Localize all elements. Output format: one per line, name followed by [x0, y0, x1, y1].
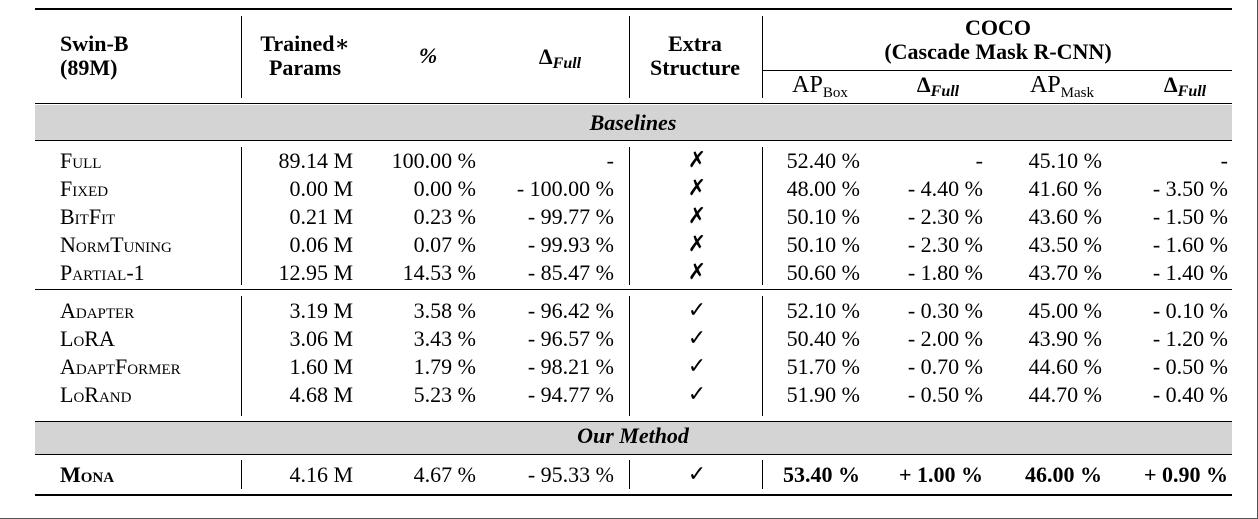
- header-coco-line2: (Cascade Mask R-CNN): [884, 39, 1112, 64]
- group-rule: [35, 289, 1232, 290]
- cell-ap-mask: 45.00 %: [1028, 298, 1102, 323]
- cell-extra: ✓: [687, 382, 707, 407]
- cell-ap-box: 51.70 %: [786, 354, 860, 379]
- cell-delta: - 100.00 %: [516, 176, 614, 201]
- cell-ap-mask: 41.60 %: [1028, 176, 1102, 201]
- header-percent: %: [418, 43, 438, 68]
- cell-delta: - 85.47 %: [527, 260, 614, 285]
- section-baselines: Baselines: [589, 110, 677, 135]
- cell-delta-mask: -: [1220, 148, 1228, 173]
- cell-delta-mask: - 0.40 %: [1152, 382, 1228, 407]
- cell-method: LoRA: [60, 326, 115, 351]
- cell-delta-mask: - 1.60 %: [1152, 232, 1228, 257]
- header-delta-full: [539, 44, 581, 77]
- cell-ap-box: 51.90 %: [786, 382, 860, 407]
- method-band-bottom-rule: [35, 454, 1232, 455]
- header-delta-box-sub: Full: [930, 83, 960, 100]
- cell-method: Adapter: [60, 298, 135, 323]
- cell-ap-box: 50.10 %: [786, 232, 860, 257]
- cell-params: 3.06 M: [289, 326, 353, 351]
- bottom-rule: [35, 494, 1232, 496]
- cell-params: 4.68 M: [289, 382, 353, 407]
- vrule-3-mona: [762, 460, 763, 489]
- cell-method: NormTuning: [60, 232, 172, 257]
- cell-ap-box: 52.10 %: [786, 298, 860, 323]
- header-ap-box: [792, 72, 848, 106]
- cell-ap-mask: 44.70 %: [1028, 382, 1102, 407]
- cell-ap-mask: 46.00 %: [1025, 462, 1102, 487]
- cell-percent: 0.07 %: [413, 232, 476, 257]
- cell-params: 0.21 M: [289, 204, 353, 229]
- cell-ap-mask: 45.10 %: [1028, 148, 1102, 173]
- cell-method: BitFit: [60, 204, 116, 229]
- cell-ap-box: 52.40 %: [786, 148, 860, 173]
- cell-delta-box: -: [975, 148, 983, 173]
- cell-percent: 4.67 %: [413, 462, 476, 487]
- cell-params: 0.00 M: [289, 176, 353, 201]
- cell-ap-mask: 43.90 %: [1028, 326, 1102, 351]
- cell-params: 4.16 M: [289, 462, 353, 487]
- header-ap-box-label: AP: [792, 72, 823, 98]
- vrule-2-body: [629, 147, 630, 285]
- cell-extra: ✗: [687, 232, 707, 257]
- header-ap-mask-sub: Mask: [1060, 85, 1095, 101]
- cell-delta-box: - 0.50 %: [907, 382, 983, 407]
- header-delta-mask-symbol: Δ: [1163, 72, 1178, 97]
- vrule-3-body2: [762, 296, 763, 416]
- section-our-method: Our Method: [577, 423, 689, 448]
- cell-delta-mask: - 1.20 %: [1152, 326, 1228, 351]
- cell-params: 12.95 M: [278, 260, 353, 285]
- cell-delta-box: + 1.00 %: [898, 462, 983, 487]
- vrule-1-body: [241, 147, 242, 285]
- header-delta-box-symbol: Δ: [916, 72, 931, 97]
- cell-ap-box: 50.10 %: [786, 204, 860, 229]
- header-delta-symbol: Δ: [538, 44, 553, 69]
- cell-delta: - 99.93 %: [527, 232, 614, 257]
- vrule-2: [629, 16, 630, 98]
- cell-extra: ✓: [687, 298, 707, 323]
- cell-delta: - 95.33 %: [527, 462, 614, 487]
- cell-percent: 3.58 %: [413, 298, 476, 323]
- vrule-1-mona: [241, 460, 242, 489]
- cell-method: Mona: [60, 462, 115, 487]
- header-ap-mask-label: AP: [1029, 72, 1061, 98]
- cell-extra: ✓: [687, 462, 707, 487]
- cell-percent: 3.43 %: [413, 326, 476, 351]
- cell-delta: -: [606, 148, 614, 173]
- cell-delta-box: - 1.80 %: [907, 260, 983, 285]
- cell-method: LoRand: [60, 382, 132, 407]
- cell-delta-box: - 2.30 %: [907, 232, 983, 257]
- header-ap-box-sub: Box: [822, 85, 848, 101]
- cell-percent: 100.00 %: [391, 148, 476, 173]
- cell-delta-box: - 0.70 %: [907, 354, 983, 379]
- cell-method: Full: [60, 148, 102, 173]
- header-trained-params: [260, 32, 349, 80]
- vrule-2-mona: [629, 460, 630, 489]
- vrule-1-body2: [241, 296, 242, 416]
- header-delta-mask: [1164, 72, 1206, 105]
- cell-ap-box: 53.40 %: [783, 462, 860, 487]
- cell-extra: ✗: [687, 204, 707, 229]
- top-rule: [35, 8, 1232, 10]
- header-delta-box: [917, 72, 959, 105]
- cell-ap-mask: 43.70 %: [1028, 260, 1102, 285]
- method-band-top-rule: [35, 421, 1232, 422]
- cell-delta-box: - 0.30 %: [907, 298, 983, 323]
- cell-delta: - 96.42 %: [527, 298, 614, 323]
- header-delta-sub: Full: [552, 55, 582, 72]
- band-rule: [35, 140, 1232, 141]
- cell-method: Fixed: [60, 176, 109, 201]
- vrule-2-body2: [629, 296, 630, 416]
- cell-params: 89.14 M: [278, 148, 353, 173]
- cell-percent: 0.00 %: [413, 176, 476, 201]
- header-coco-line1: COCO: [965, 15, 1031, 40]
- header-model-line1: Swin-B: [60, 31, 129, 56]
- cell-method: AdaptFormer: [60, 354, 181, 379]
- header-ap-mask: [1030, 72, 1094, 106]
- cell-ap-mask: 43.50 %: [1028, 232, 1102, 257]
- cell-percent: 1.79 %: [413, 354, 476, 379]
- cell-ap-mask: 43.60 %: [1028, 204, 1102, 229]
- cell-delta-mask: - 0.50 %: [1152, 354, 1228, 379]
- vrule-3-body: [762, 147, 763, 285]
- cell-extra: ✓: [687, 354, 707, 379]
- cell-extra: ✓: [687, 326, 707, 351]
- header-model-line2: (89M): [60, 55, 118, 80]
- cell-ap-box: 48.00 %: [786, 176, 860, 201]
- header-extra-line2: Structure: [649, 55, 741, 80]
- vrule-1: [241, 16, 242, 98]
- cell-delta-box: - 4.40 %: [907, 176, 983, 201]
- header-model: [60, 32, 128, 80]
- cell-percent: 14.53 %: [402, 260, 476, 285]
- cell-delta-mask: + 0.90 %: [1143, 462, 1228, 487]
- cell-extra: ✗: [687, 260, 707, 285]
- cell-delta-mask: - 0.10 %: [1152, 298, 1228, 323]
- cell-delta-mask: - 1.50 %: [1152, 204, 1228, 229]
- cell-percent: 0.23 %: [413, 204, 476, 229]
- header-extra-line1: Extra: [668, 31, 722, 56]
- cell-percent: 5.23 %: [413, 382, 476, 407]
- cell-params: 1.60 M: [289, 354, 353, 379]
- header-coco: [884, 16, 1111, 64]
- cell-ap-mask: 44.60 %: [1028, 354, 1102, 379]
- cell-ap-box: 50.60 %: [786, 260, 860, 285]
- cell-method: Partial-1: [60, 260, 145, 285]
- cell-extra: ✗: [687, 176, 707, 201]
- header-trained-line1: Trained∗: [260, 31, 350, 56]
- cell-delta-mask: - 1.40 %: [1152, 260, 1228, 285]
- vrule-3: [762, 16, 763, 98]
- cell-delta: - 98.21 %: [527, 354, 614, 379]
- cell-ap-box: 50.40 %: [786, 326, 860, 351]
- cell-delta: - 94.77 %: [527, 382, 614, 407]
- cell-delta-box: - 2.00 %: [907, 326, 983, 351]
- header-extra-structure: [650, 32, 740, 80]
- cell-delta: - 99.77 %: [527, 204, 614, 229]
- cell-delta-box: - 2.30 %: [907, 204, 983, 229]
- cell-params: 3.19 M: [289, 298, 353, 323]
- cell-params: 0.06 M: [289, 232, 353, 257]
- cell-delta-mask: - 3.50 %: [1152, 176, 1228, 201]
- cell-extra: ✗: [687, 148, 707, 173]
- cell-delta: - 96.57 %: [527, 326, 614, 351]
- header-trained-line2: Params: [268, 55, 342, 80]
- header-delta-mask-sub: Full: [1177, 83, 1207, 100]
- coco-sub-rule: [762, 70, 1232, 71]
